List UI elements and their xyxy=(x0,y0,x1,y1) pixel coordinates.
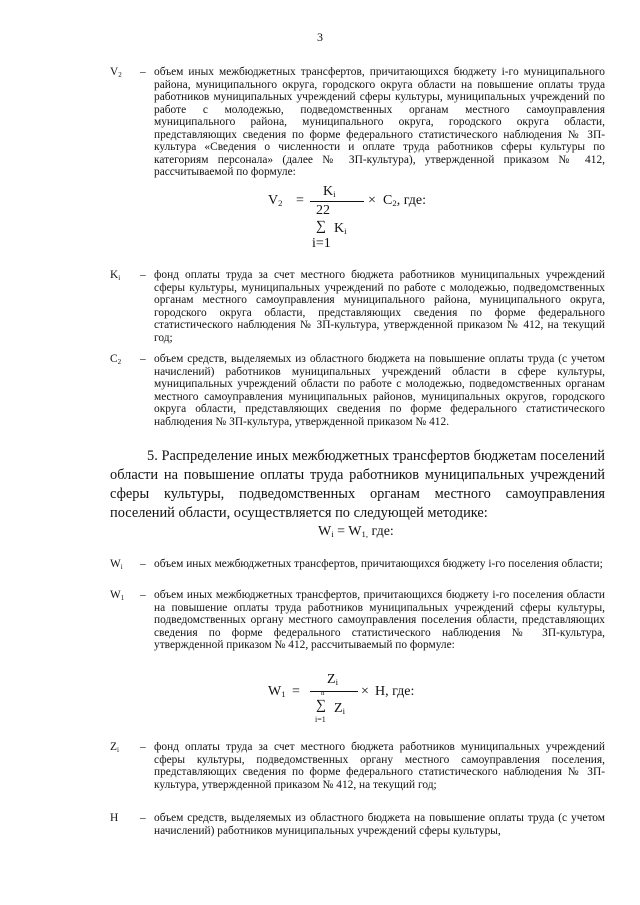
definition-c2 xyxy=(110,353,605,428)
definition-symbol: $V_2$ xyxy=(110,66,122,79)
definition-dash: – xyxy=(140,269,146,281)
definition-ki xyxy=(110,269,605,344)
definition-text: объем иных межбюджетных трансфертов, причитающихся бюджету i-го поселения области; xyxy=(154,558,603,570)
definition-dash: – xyxy=(140,66,146,78)
definition-v2 xyxy=(110,66,605,179)
formula-v2: $V_2$ = $K_i$ × $C_2$, где: 22 ∑ $K_i$ i=1 xyxy=(268,184,426,251)
definition-dash: – xyxy=(140,353,146,365)
definition-dash: – xyxy=(140,589,146,601)
definition-text: объем иных межбюджетных трансфертов, причитающихся бюджету i-го поселения области на повышение оплаты труда работников муниципальных учреждений сферы культуры, подведомственных органу местного самоуправления поселения области, представляющих сведения по форме федерального статистического наблюдения № ЗП-культура, утвержденной приказом № 412, рассчитываемый по формуле: xyxy=(154,589,605,651)
definition-h xyxy=(110,812,605,837)
formula-w1: $W_1$ = $Z_i$ n ∑ $Z_i$ i=1 × Н, где: xyxy=(268,672,415,724)
paragraph-5: 5. Распределение иных межбюджетных трансфертов бюджетам поселений области на повышение оплаты труда работников муниципальных учреждений сферы культуры, подведомственных органам местного самоуправления поселений области, осуществляется по следующей методике: xyxy=(110,448,605,521)
definition-text: объем иных межбюджетных трансфертов, причитающихся бюджету i-го муниципального района, муниципального округа, городского округа области на повышение оплаты труда работников муниципальных учреждений сферы культуры, муниципальных учреждений по работе с молодежью, подведомственных органам местного самоуправления муниципального района, муниципального округа, городского округа области, представляющих сведения по форме федерального статистического наблюдения № ЗП-культура «Сведения о численности и оплате труда работников сферы культуры по категориям персонала» (далее № ЗП-культура), утвержденной приказом № 412, рассчитываемой по формуле: xyxy=(154,66,605,178)
definition-text: объем средств, выделяемых из областного бюджета на повышение оплаты труда (с учетом начислений) работников муниципальных учреждений сферы культуры, xyxy=(154,812,605,837)
definition-symbol: $C_2$ xyxy=(110,353,122,366)
definition-dash: – xyxy=(140,812,146,824)
definition-symbol: $W_i$ xyxy=(110,558,123,571)
definition-w1 xyxy=(110,589,605,652)
definition-text: фонд оплаты труда за счет местного бюджета работников муниципальных учреждений сферы культуры, муниципальных учреждений по работе с молодежью, подведомственных органам местного самоуправления муниципального района, муниципального округа, городского округа области, представляющих сведения по форме федерального статистического наблюдения № ЗП-культура, утвержденной приказом № 412, на текущий год; xyxy=(154,269,605,344)
page-number: 3 xyxy=(317,30,323,44)
definition-zi xyxy=(110,741,605,791)
definition-text: объем средств, выделяемых из областного бюджета на повышение оплаты труда (с учетом начислений) работников муниципальных учреждений области в сфере культуры, муниципальных учреждений области по работе с молодежью, подведомственных органам местного самоуправления муниципальных районов, муниципальных округов, городского округа области, представляющих сведения по форме федерального статистического наблюдения № ЗП-культура, утвержденной приказом № 412. xyxy=(154,353,605,428)
definition-text: фонд оплаты труда за счет местного бюджета работников муниципальных учреждений сферы культуры, подведомственных органу местного самоуправления поселения, представляющих сведения по форме федерального статистического наблюдения № ЗП-культура, утвержденной приказом № 412, на текущий год; xyxy=(154,741,605,791)
definition-symbol: $K_i$ xyxy=(110,269,121,282)
definition-dash: – xyxy=(140,741,146,753)
definition-dash: – xyxy=(140,558,146,570)
definition-wi xyxy=(110,558,605,571)
definition-symbol: Н xyxy=(110,812,119,824)
definition-symbol: $Z_i$ xyxy=(110,741,119,754)
definition-symbol: $W_1$ xyxy=(110,589,125,602)
